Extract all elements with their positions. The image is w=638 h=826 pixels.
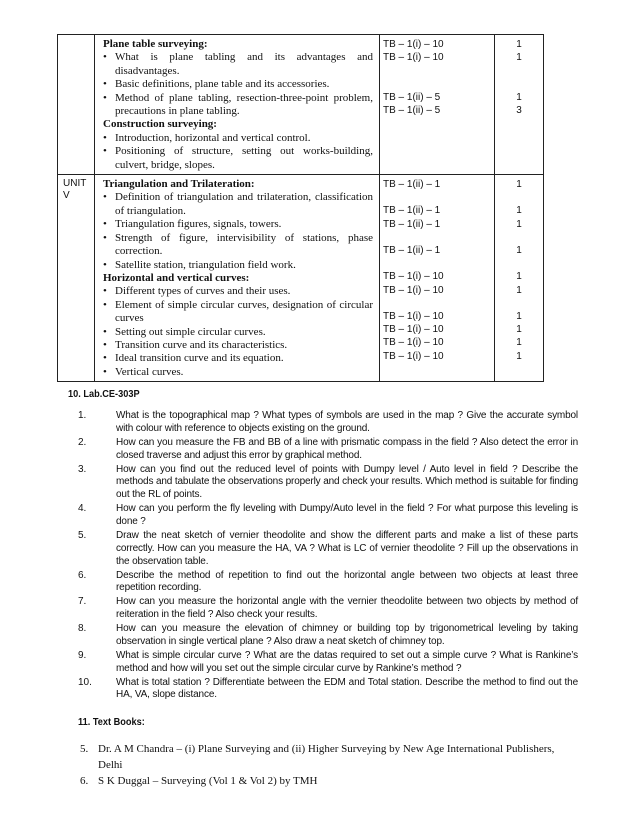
syllabus-table — [57, 34, 544, 382]
hours-value: 1 — [516, 284, 522, 296]
topics-cell — [95, 35, 380, 175]
bullet-icon: • — [103, 51, 107, 64]
spacer — [495, 191, 543, 204]
hours-value: 1 — [516, 245, 522, 256]
list-item-text: Ideal transition curve and its equation. — [115, 352, 284, 365]
question-number: 3. — [78, 463, 87, 475]
list-item-text: Transition curve and its characteristics. — [115, 338, 288, 351]
question-text: How can you find out the reduced level of points with Dumpy level / Auto level in field ? Describe the methods and tabulate the observations properly and check your results. Which method is suitable for finding out the RL of points. — [116, 463, 578, 501]
hours-value: 1 — [516, 271, 522, 283]
lab-question — [78, 437, 578, 463]
hours-value: 1 — [516, 39, 522, 50]
hours-value: 1 — [516, 324, 522, 336]
bullet-icon: • — [103, 91, 107, 104]
list-item — [103, 352, 373, 365]
list-item-text: Strength of figure, intervisibility of stations, phase correction. — [115, 231, 373, 258]
list-item-text: Element of simple circular curves, designation of circular curves — [115, 298, 373, 325]
list-item — [103, 132, 373, 145]
spacer — [383, 257, 494, 270]
spacer — [495, 64, 543, 77]
list-item — [103, 299, 373, 326]
hours-cell — [495, 35, 544, 175]
reference-line: TB – 1(i) – 10 — [383, 271, 444, 283]
list-item — [103, 366, 373, 379]
question-text: Describe the method of repetition to find out the horizontal angle between two objects at least three repetition recording. — [116, 569, 578, 594]
lab-question — [78, 410, 578, 436]
unit-label: UNIT V — [63, 178, 87, 202]
lab-question — [78, 464, 578, 502]
list-item-text: Different types of curves and their uses. — [115, 285, 291, 298]
question-number: 2. — [78, 436, 87, 448]
list-item — [103, 259, 373, 272]
question-number: 1. — [78, 410, 87, 421]
bullet-icon: • — [103, 298, 107, 311]
reference-list — [380, 175, 494, 363]
reference-line: TB – 1(ii) – 5 — [383, 104, 441, 116]
hours-list — [495, 35, 543, 117]
list-item — [103, 339, 373, 352]
reference-line: TB – 1(i) – 10 — [383, 324, 444, 336]
list-item-text: What is plane tabling and its advantages and disadvantages. — [115, 51, 373, 77]
reference-line: TB – 1(ii) – 1 — [383, 205, 441, 217]
list-item-text: Vertical curves. — [115, 365, 184, 378]
reference-line: TB – 1(i) – 10 — [383, 350, 444, 362]
hours-value: 1 — [516, 350, 522, 362]
hours-value: 1 — [516, 205, 522, 217]
list-item — [103, 78, 373, 91]
reference-line: TB – 1(i) – 10 — [383, 337, 444, 349]
book-text: Dr. A M Chandra – (i) Plane Surveying and (ii) Higher Surveying by New Age International Publishers, Delhi — [98, 743, 555, 771]
reference-line: TB – 1(i) – 10 — [383, 284, 444, 296]
bullet-icon: • — [103, 285, 107, 298]
hours-value: 1 — [516, 52, 522, 64]
bullet-icon: • — [103, 218, 107, 231]
reference-line: TB – 1(ii) – 5 — [383, 91, 441, 103]
question-number: 6. — [78, 569, 87, 581]
question-text: What is total station ? Differentiate between the EDM and Total station. Describe the method to find out the HA, VA, slope distance. — [116, 676, 578, 701]
spacer — [383, 191, 494, 204]
question-text: How can you perform the fly leveling with Dumpy/Auto level in the field ? For what purpose this leveling is done ? — [116, 503, 578, 527]
list-item — [103, 232, 373, 259]
spacer — [495, 297, 543, 310]
hours-value: 1 — [516, 91, 522, 103]
list-item-text: Method of plane tabling, resection-three-point problem, precautions in plane tabling. — [115, 91, 373, 118]
reference-line: TB – 1(i) – 10 — [383, 310, 444, 322]
spacer — [383, 231, 494, 244]
reference-line: TB – 1(i) – 10 — [383, 39, 444, 50]
book-number: 6. — [80, 775, 89, 787]
list-item — [103, 145, 373, 172]
table-row — [58, 175, 544, 382]
reference-line: TB – 1(ii) – 1 — [383, 218, 441, 230]
section-heading: Horizontal and vertical curves: — [103, 271, 250, 284]
question-text: How can you measure the horizontal angle with the vernier theodolite between two objects by method of reiteration in the field ? Also check your results. — [116, 596, 578, 621]
spacer — [383, 297, 494, 310]
spacer — [383, 64, 494, 77]
reference-line: TB – 1(ii) – 1 — [383, 245, 441, 256]
bullet-icon: • — [103, 145, 107, 158]
spacer — [495, 231, 543, 244]
question-text: How can you measure the FB and BB of a line with prismatic compass in the field ? Also detect the error in closed traverse and adjust this error by graphical method. — [116, 436, 578, 461]
topic-list — [95, 175, 379, 381]
text-book-item — [80, 741, 560, 773]
lab-question — [78, 650, 578, 676]
lab-heading: 10. Lab.CE-303P — [68, 389, 140, 400]
question-text: What is the topographical map ? What types of symbols are used in the map ? Give the accurate symbol with colour with reference to objects existing on the ground. — [116, 410, 578, 434]
list-item — [103, 285, 373, 298]
list-item — [103, 191, 373, 218]
text-books-heading: 11. Text Books: — [78, 717, 145, 728]
spacer — [383, 78, 494, 91]
spacer — [495, 257, 543, 270]
question-text: How can you measure the elevation of chimney or building top by trigonometrical leveling by taking observation in single vertical plane ? Also draw a neat sketch of chimney top. — [116, 623, 578, 647]
hours-value: 3 — [516, 104, 522, 116]
lab-question — [78, 623, 578, 649]
spacer — [495, 78, 543, 91]
question-text: What is simple circular curve ? What are the datas required to set out a simple curve ? What is Rankine’s method and how will you set out the simple circular curve by Rankine’s method ? — [116, 649, 578, 674]
reference-line: TB – 1(i) – 10 — [383, 52, 444, 64]
bullet-icon: • — [103, 338, 107, 351]
bullet-icon: • — [103, 258, 107, 271]
table-row — [58, 35, 544, 175]
section-heading: Construction surveying: — [103, 118, 217, 131]
topic-list — [95, 35, 379, 174]
lab-question — [78, 596, 578, 622]
hours-value: 1 — [516, 218, 522, 230]
lab-question — [78, 570, 578, 596]
list-item-text: Satellite station, triangulation field work. — [115, 258, 296, 271]
reference-cell — [380, 175, 495, 382]
bullet-icon: • — [103, 78, 107, 91]
list-item — [103, 92, 373, 119]
list-item-text: Setting out simple circular curves. — [115, 325, 266, 338]
section-heading: Plane table surveying: — [103, 38, 208, 50]
question-number: 9. — [78, 649, 87, 661]
list-item — [103, 51, 373, 78]
bullet-icon: • — [103, 365, 107, 378]
unit-cell — [58, 35, 95, 175]
text-book-item — [80, 773, 560, 789]
book-text: S K Duggal – Surveying (Vol 1 & Vol 2) by TMH — [98, 775, 318, 787]
question-number: 10. — [78, 676, 92, 688]
question-number: 8. — [78, 623, 87, 635]
list-item-text: Triangulation figures, signals, towers. — [115, 218, 282, 231]
book-number: 5. — [80, 743, 89, 755]
lab-question — [78, 530, 578, 568]
question-text: Draw the neat sketch of vernier theodolite and show the different parts and make a list of these parts correctly. How can you measure the HA, VA ? What is LC of vernier theodolite ? Fill up the observations in the observation table. — [116, 529, 578, 567]
reference-cell — [380, 35, 495, 175]
topics-cell — [95, 175, 380, 382]
text-book-list — [80, 741, 560, 789]
bullet-icon: • — [103, 131, 107, 144]
hours-value: 1 — [516, 337, 522, 349]
unit-cell — [58, 175, 95, 382]
list-item — [103, 326, 373, 339]
bullet-icon: • — [103, 325, 107, 338]
lab-question-list — [78, 410, 578, 703]
reference-line: TB – 1(ii) – 1 — [383, 179, 441, 191]
hours-value: 1 — [516, 179, 522, 191]
question-number: 7. — [78, 596, 87, 608]
lab-question — [78, 503, 578, 529]
hours-list — [495, 175, 543, 363]
question-number: 4. — [78, 503, 87, 515]
bullet-icon: • — [103, 352, 107, 365]
hours-cell — [495, 175, 544, 382]
reference-list — [380, 35, 494, 117]
lab-question — [78, 677, 578, 703]
bullet-icon: • — [103, 231, 107, 244]
hours-value: 1 — [516, 310, 522, 322]
section-heading: Triangulation and Trilateration: — [103, 178, 255, 191]
list-item-text: Definition of triangulation and trilateration, classification of triangulation. — [115, 191, 373, 217]
list-item-text: Introduction, horizontal and vertical control. — [115, 131, 311, 144]
list-item-text: Positioning of structure, setting out works-building, culvert, bridge, slopes. — [115, 145, 373, 171]
bullet-icon: • — [103, 191, 107, 204]
question-number: 5. — [78, 529, 87, 541]
list-item-text: Basic definitions, plane table and its accessories. — [115, 78, 330, 91]
list-item — [103, 218, 373, 231]
